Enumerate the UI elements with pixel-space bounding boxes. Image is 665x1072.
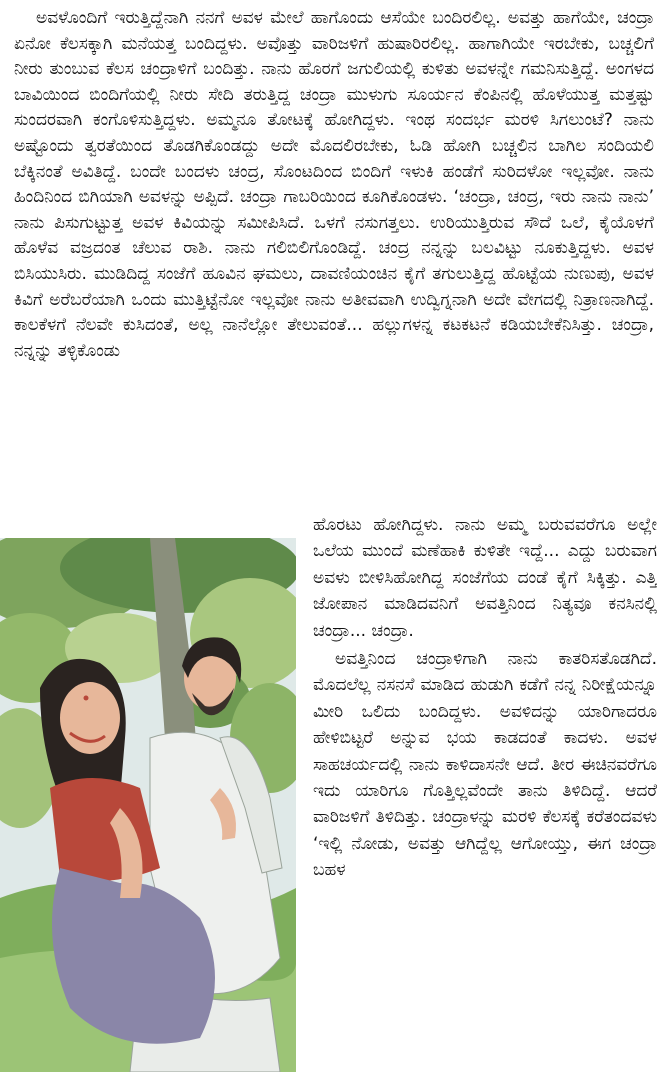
illustration-canvas [0, 538, 296, 1072]
story-illustration [0, 538, 296, 1072]
paragraph-1: ಅವಳೊಂದಿಗೆ ಇರುತ್ತಿದ್ದೆನಾಗಿ ನನಗೆ ಅವಳ ಮೇಲೆ ಹಾಗೊಂದು ಆಸೆಯೇ ಬಂದಿರಲಿಲ್ಲ. ಅವತ್ತು ಹಾಗೆಯೇ, ಚಂದ್ರಾ ಏನೋ ಕೆಲಸಕ್ಕಾಗಿ ಮನೆಯತ್ತ ಬಂದಿದ್ದಳು. ಅವೊತ್ತು ವಾರಿಜಳಿಗೆ ಹುಷಾರಿರಲಿಲ್ಲ. ಹಾಗಾಗಿಯೇ ಇರಬೇಕು, ಬಚ್ಚಲಿಗೆ ನೀರು ತುಂಬುವ ಕೆಲಸ ಚಂದ್ರಾಳಿಗೆ ಬಂದಿತ್ತು. ನಾನು ಹೊರಗೆ ಜಗುಲಿಯಲ್ಲಿ ಕುಳಿತು ಅವಳನ್ನೇ ಗಮನಿಸುತ್ತಿದ್ದೆ. ಅಂಗಳದ ಬಾವಿಯಿಂದ ಬಿಂದಿಗೆಯಲ್ಲಿ ನೀರು ಸೇದಿ ತರುತ್ತಿದ್ದ ಚಂದ್ರಾ ಮುಳುಗು ಸೂರ್ಯನ ಕೆಂಪಿನಲ್ಲಿ ಹೊಳೆಯುತ್ತ ಮತ್ತಷ್ಟು ಸುಂದರವಾಗಿ ಕಂಗೊಳಿಸುತ್ತಿದ್ದಳು. ಅಮ್ಮನೂ ತೋಟಕ್ಕೆ ಹೋಗಿದ್ದಳು. ಇಂಥ ಸಂದರ್ಭ ಮರಳಿ ಸಿಗಲುಂಟೆ? ನಾನು ಅಷ್ಟೊಂದು ತ್ವರತೆಯಿಂದ ತೊಡಗಿಕೊಂಡದ್ದು ಅದೇ ಮೊದಲಿರಬೇಕು, ಓಡಿ ಹೋಗಿ ಬಚ್ಚಲಿನ ಬಾಗಿಲ ಸಂದಿಯಲಿ ಬೆಕ್ಕಿನಂತೆ ಅವಿತಿದ್ದೆ. ಬಂದೇ ಬಂದಳು ಚಂದ್ರ, ಸೊಂಟದಿಂದ ಬಿಂದಿಗೆ ಇಳುಕಿ ಹಂಡೆಗೆ ಸುರಿದಳೋ ಇಲ್ಲವೋ. ನಾನು ಹಿಂದಿನಿಂದ ಬಿಗಿಯಾಗಿ ಅವಳನ್ನು ಅಪ್ಪಿದೆ. ಚಂದ್ರಾ ಗಾಬರಿಯಿಂದ ಕೂಗಿಕೊಂಡಳು. ‘ಚಂದ್ರಾ, ಚಂದ್ರ, ಇರು ನಾನು ನಾನು’ ನಾನು ಪಿಸುಗುಟ್ಟುತ್ತ ಅವಳ ಕಿವಿಯನ್ನು ಸಮೀಪಿಸಿದೆ. ಒಳಗೆ ನಸುಗತ್ತಲು. ಉರಿಯುತ್ತಿರುವ ಸೌದೆ ಒಲೆ, ಕೈಯೊಳಗೆ ಹೊಳೆವ ವಜ್ರದಂತ ಚೆಲುವ ರಾಶಿ. ನಾನು ಗಲಿಬಿಲಿಗೊಂಡಿದ್ದೆ. ಚಂದ್ರ ನನ್ನನ್ನು ಬಲವಿಟ್ಟು ನೂಕುತ್ತಿದ್ದಳು. ಅವಳ ಬಿಸಿಯುಸಿರು. ಮುಡಿದಿದ್ದ ಸಂಜೆಗೆ ಹೂವಿನ ಘಮಲು, ದಾವಣಿಯಂಚಿನ ಕೈಗೆ ತಗುಲುತ್ತಿದ್ದ ಹೊಟ್ಟೆಯ ನುಣುಪು, ಅವಳ ಕಿವಿಗೆ ಅರೆಬರೆಯಾಗಿ ಒಂದು ಮುತ್ತಿಟ್ಟೆನೋ ಇಲ್ಲವೋ ನಾನು ಅತೀವವಾಗಿ ಉದ್ವಿಗ್ನನಾಗಿ ಅದೇ ವೇಗದಲ್ಲಿ ನಿತ್ರಾಣನಾಗಿದ್ದೆ. ಕಾಲಕೆಳಗೆ ನೆಲವೇ ಕುಸಿದಂತೆ, ಅಲ್ಲ ನಾನೆಲ್ಲೋ ತೇಲುವಂತೆ... ಹಲ್ಲುಗಳನ್ನ ಕಟಕಟನೆ ಕಡಿಯಬೇಕೆನಿಸಿತ್ತು. ಚಂದ್ರಾ, ನನ್ನನ್ನು ತಳ್ಳಿಕೊಂಡು [14, 8, 654, 361]
article-text-side [313, 512, 657, 1067]
article-text-top [14, 6, 654, 514]
paragraph-2: ಅವತ್ತಿನಿಂದ ಚಂದ್ರಾಳಿಗಾಗಿ ನಾನು ಕಾತರಿಸತೊಡಗಿದೆ. ಮೊದಲೆಲ್ಲ ನಸನಸೆ ಮಾಡಿದ ಹುಡುಗಿ ಕಡೆಗೆ ನನ್ನ ನಿರೀಕ್ಷೆಯನ್ನೂ ಮೀರಿ ಒಲಿದು ಬಂದಿದ್ದಳು. ಅವಳಿದನ್ನು ಯಾರಿಗಾದರೂ ಹೇಳಿಬಿಟ್ಟರೆ ಅನ್ನುವ ಭಯ ಕಾಡದಂತೆ ಕಾದಳು. ಅವಳ ಸಾಹಚರ್ಯದಲ್ಲಿ ನಾನು ಕಾಳಿದಾಸನೇ ಆದೆ. ತೀರ ಈಚಿನವರೆಗೂ ಇದು ಯಾರಿಗೂ ಗೊತ್ತಿಲ್ಲವೆಂದೇ ತಾನು ತಿಳಿದಿದ್ದೆ. ಆದರೆ ವಾರಿಜಳಿಗೆ ತಿಳಿದಿತ್ತು. ಚಂದ್ರಾಳನ್ನು ಮರಳಿ ಕೆಲಸಕ್ಕೆ ಕರೆತಂದವಳು ‘ಇಲ್ಲಿ ನೋಡು, ಅವತ್ತು ಆಗಿದ್ದೆಲ್ಲ ಆಗೋಯ್ತು, ಈಗ ಚಂದ್ರಾ ಬಹಳ [313, 649, 657, 881]
paragraph-1-continued: ಹೊರಟು ಹೋಗಿದ್ದಳು. ನಾನು ಅಮ್ಮ ಬರುವವರೆಗೂ ಅಲ್ಲೇ ಒಲೆಯ ಮುಂದೆ ಮಣೆಹಾಕಿ ಕುಳಿತೇ ಇದ್ದೆ... ಎದ್ದು ಬರುವಾಗ ಅವಳು ಬೀಳಿಸಿಹೋಗಿದ್ದ ಸಂಜೆಗೆಯ ದಂಡೆ ಕೈಗೆ ಸಿಕ್ಕಿತ್ತು. ಎತ್ತಿ ಜೋಪಾನ ಮಾಡಿದವನಿಗೆ ಅವತ್ತಿನಿಂದ ನಿತ್ಯವೂ ಕನಸಿನಲ್ಲಿ ಚಂದ್ರಾ... ಚಂದ್ರಾ. [313, 515, 657, 641]
